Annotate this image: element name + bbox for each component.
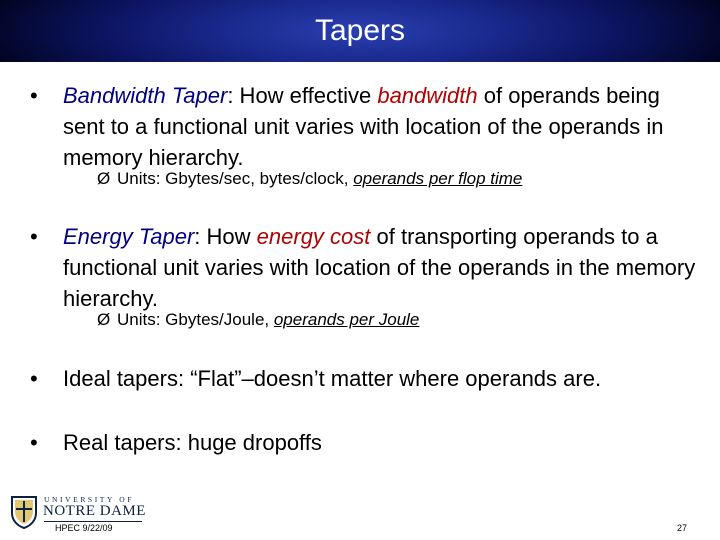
- bullet-real-tapers: [30, 427, 700, 458]
- bullet-marker: •: [30, 430, 38, 455]
- text-after: of transporting operands to a functional unit varies with location of the operands in the memory hierarchy.: [63, 224, 696, 311]
- sub-bullet-bandwidth-units: [97, 168, 697, 190]
- footer-date: HPEC 9/22/09: [55, 523, 113, 533]
- bullet-text: Real tapers: huge dropoffs: [63, 430, 322, 455]
- slide-title: Tapers: [314, 14, 406, 47]
- bullet-marker: •: [30, 366, 38, 391]
- units-prefix: Units: Gbytes/Joule,: [117, 310, 274, 329]
- units-underlined: operands per Joule: [273, 310, 420, 329]
- term-colon: :: [227, 83, 234, 108]
- units-prefix: Units: Gbytes/sec, bytes/clock,: [117, 169, 354, 188]
- sub-bullet-energy-units: [97, 309, 697, 331]
- bullet-energy-taper: [30, 221, 700, 314]
- bullet-ideal-tapers: [30, 363, 700, 394]
- arrow-marker: Ø: [97, 310, 111, 329]
- term-energy-taper: Energy Taper: [63, 224, 195, 249]
- bullet-marker: •: [30, 83, 38, 108]
- logo-top-text: UNIVERSITY OF: [44, 495, 134, 504]
- notre-dame-shield-icon: [10, 495, 38, 529]
- logo-main-text: NOTRE DAME: [43, 503, 146, 519]
- bullet-bandwidth-taper: [30, 80, 700, 173]
- units-underlined: operands per flop time: [353, 169, 523, 188]
- text-before: How effective: [233, 83, 378, 108]
- bullet-text: [63, 80, 700, 173]
- term-colon: :: [194, 224, 201, 249]
- arrow-marker: Ø: [97, 169, 111, 188]
- text-before: How: [200, 224, 257, 249]
- emphasis-bandwidth: bandwidth: [377, 83, 478, 108]
- page-number: 27: [677, 523, 688, 533]
- bullet-marker: •: [30, 224, 38, 249]
- logo-rule: [44, 521, 142, 522]
- bullet-text: Ideal tapers: “Flat”–doesn’t matter where operands are.: [63, 366, 602, 391]
- term-bandwidth-taper: Bandwidth Taper: [63, 83, 228, 108]
- text-after: of operands being sent to a functional unit varies with location of the operands in memory hierarchy.: [63, 83, 664, 170]
- bullet-text: [63, 221, 700, 314]
- emphasis-energy-cost: energy cost: [256, 224, 371, 249]
